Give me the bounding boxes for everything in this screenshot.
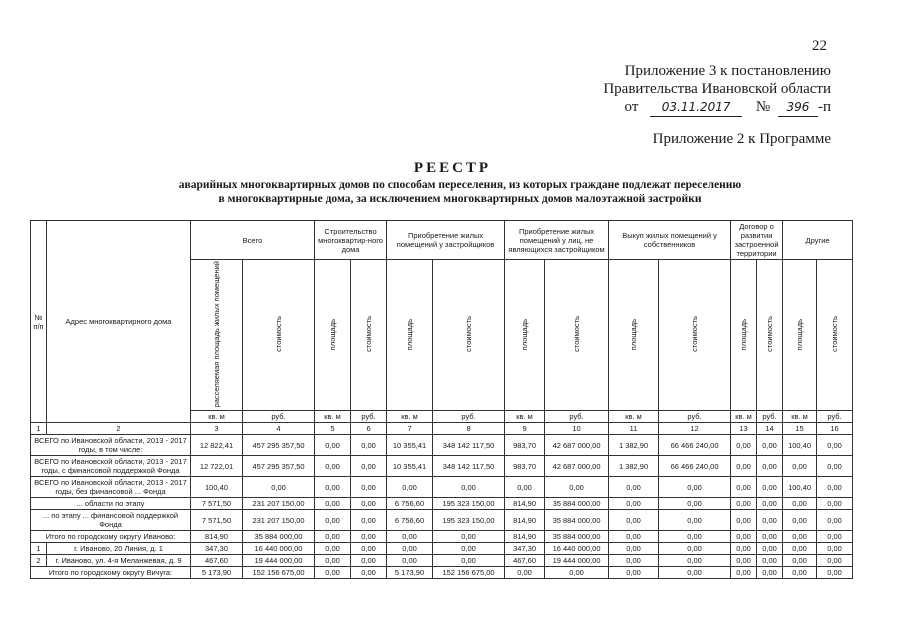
cell-value: 0,00 [433, 531, 505, 543]
cell-value: 16 440 000,00 [243, 543, 315, 555]
cell-value: 5 173,90 [191, 567, 243, 579]
column-number: 11 [609, 423, 659, 435]
from-label: от [624, 99, 639, 115]
sub-cost: стоимость [273, 316, 283, 353]
cell-value: 0,00 [351, 498, 387, 510]
appendix3-date-line [625, 98, 831, 117]
column-number: 7 [387, 423, 433, 435]
header-row-groups [31, 221, 853, 260]
cell-value: 0,00 [757, 435, 783, 456]
column-number: 14 [757, 423, 783, 435]
cell-value: 0,00 [545, 567, 609, 579]
column-number: 2 [47, 423, 191, 435]
decree-number: 396 [778, 98, 818, 117]
row-label: ... по этапу ... финансовой поддержкой Фонда [31, 510, 191, 531]
cell-value: 0,00 [315, 456, 351, 477]
row-label: ВСЕГО по Ивановской области, 2013 - 2017 годы, в том числе: [31, 435, 191, 456]
house-row [31, 555, 853, 567]
cell-value: 347,30 [505, 543, 545, 555]
cell-value: 0,00 [505, 567, 545, 579]
cell-value: 66 466 240,00 [659, 456, 731, 477]
column-number: 9 [505, 423, 545, 435]
unit-m: кв. м [191, 411, 243, 423]
column-number: 10 [545, 423, 609, 435]
cell-value: 10 355,41 [387, 456, 433, 477]
cell-value: 16 440 000,00 [545, 543, 609, 555]
appendix2-label: Приложение 2 к Программе [652, 131, 831, 147]
cell-value: 0,00 [609, 498, 659, 510]
row-label: ВСЕГО по Ивановской области, 2013 - 2017 годы, без финансовой ... Фонда [31, 477, 191, 498]
cell-value: 231 207 150,00 [243, 498, 315, 510]
cell-value: 0,00 [659, 543, 731, 555]
cell-value: 0,00 [783, 531, 817, 543]
col-purchase-nondev-header: Приобретение жилых помещений у лиц, не являющихся застройщиком [505, 221, 609, 260]
cell-value: 0,00 [817, 531, 853, 543]
cell-value: 5 173,90 [387, 567, 433, 579]
sub-cost: стоимость [571, 316, 581, 353]
cell-value: 1 382,90 [609, 435, 659, 456]
appendix3-line2: Правительства Ивановской области [603, 81, 831, 97]
cell-value: 0,00 [783, 456, 817, 477]
cell-value: 100,40 [783, 477, 817, 498]
sub-cost: стоимость [829, 316, 839, 353]
cell-value: 0,00 [783, 555, 817, 567]
unit-rub: руб. [659, 411, 731, 423]
cell-value: 467,60 [191, 555, 243, 567]
cell-value: 0,00 [659, 555, 731, 567]
summary-row [31, 477, 853, 498]
sub-area: площадь [404, 318, 414, 350]
cell-value: 0,00 [545, 477, 609, 498]
cell-value: 0,00 [757, 510, 783, 531]
cell-value: 0,00 [609, 531, 659, 543]
cell-value: 814,90 [505, 498, 545, 510]
cell-value: 0,00 [609, 555, 659, 567]
cell-value: 0,00 [315, 567, 351, 579]
sub-cost: стоимость [689, 316, 699, 353]
unit-m: кв. м [783, 411, 817, 423]
cell-value: 0,00 [757, 498, 783, 510]
col-other-header: Другие [783, 221, 853, 260]
cell-value: 0,00 [817, 477, 853, 498]
subtitle-line1: аварийных многоквартирных домов по способам переселения, из которых граждане подлежат переселению [178, 179, 742, 191]
summary-row [31, 510, 853, 531]
column-number: 8 [433, 423, 505, 435]
cell-value: 0,00 [757, 543, 783, 555]
cell-value: 0,00 [817, 543, 853, 555]
col-construction-header: Строительство многоквартир-ного дома [315, 221, 387, 260]
row-number: 2 [31, 555, 47, 567]
cell-value: 100,40 [191, 477, 243, 498]
cell-value: 0,00 [783, 510, 817, 531]
cell-value: 457 295 357,50 [243, 456, 315, 477]
column-number-row [31, 423, 853, 435]
cell-value: 0,00 [351, 567, 387, 579]
cell-value: 0,00 [609, 510, 659, 531]
cell-value: 152 156 675,00 [243, 567, 315, 579]
row-label: ... области по этапу [31, 498, 191, 510]
cell-value: 0,00 [757, 456, 783, 477]
cell-value: 0,00 [731, 477, 757, 498]
sub-cost: стоимость [463, 316, 473, 353]
cell-value: 457 295 357,50 [243, 435, 315, 456]
row-number: 1 [31, 543, 47, 555]
cell-value: 0,00 [659, 498, 731, 510]
sub-area-total: расселяемая площадь жилых помещений [211, 261, 221, 408]
house-row [31, 543, 853, 555]
cell-value: 12 822,41 [191, 435, 243, 456]
cell-value: 35 884 000,00 [545, 531, 609, 543]
unit-m: кв. м [731, 411, 757, 423]
cell-value: 0,00 [659, 510, 731, 531]
cell-value: 0,00 [609, 567, 659, 579]
cell-value: 0,00 [757, 567, 783, 579]
cell-value: 0,00 [817, 555, 853, 567]
unit-rub: руб. [545, 411, 609, 423]
cell-value: 0,00 [387, 531, 433, 543]
cell-value: 0,00 [757, 555, 783, 567]
cell-value: 348 142 117,50 [433, 456, 505, 477]
cell-value: 0,00 [659, 477, 731, 498]
summary-row [31, 435, 853, 456]
column-number: 16 [817, 423, 853, 435]
sub-area: площадь [794, 318, 804, 350]
cell-value: 0,00 [505, 477, 545, 498]
column-number: 13 [731, 423, 757, 435]
cell-value: 0,00 [387, 477, 433, 498]
row-label: ВСЕГО по Ивановской области, 2013 - 2017 годы, с финансовой поддержкой Фонда [31, 456, 191, 477]
register-title: РЕЕСТР [413, 160, 492, 176]
cell-value: 152 156 675,00 [433, 567, 505, 579]
cell-value: 7 571,50 [191, 510, 243, 531]
row-label: Итого по городскому округу Вичуга: [31, 567, 191, 579]
cell-value: 0,00 [387, 555, 433, 567]
unit-m: кв. м [387, 411, 433, 423]
cell-value: 0,00 [433, 555, 505, 567]
summary-row [31, 531, 853, 543]
cell-value: 0,00 [731, 543, 757, 555]
cell-value: 0,00 [351, 543, 387, 555]
total-row [31, 567, 853, 579]
cell-value: 0,00 [757, 531, 783, 543]
cell-value: 0,00 [609, 543, 659, 555]
cell-value: 7 571,50 [191, 498, 243, 510]
cell-value: 0,00 [731, 510, 757, 531]
unit-m: кв. м [505, 411, 545, 423]
cell-value: 0,00 [315, 543, 351, 555]
cell-value: 100,40 [783, 435, 817, 456]
sub-area: площадь [628, 318, 638, 350]
cell-value: 195 323 150,00 [433, 498, 505, 510]
cell-value: 347,30 [191, 543, 243, 555]
col-buyout-header: Выкуп жилых помещений у собственников [609, 221, 731, 260]
sub-area: площадь [519, 318, 529, 350]
cell-value: 0,00 [783, 498, 817, 510]
cell-value: 19 444 000,00 [545, 555, 609, 567]
col-no-header: № п/п [31, 221, 47, 423]
cell-value: 0,00 [315, 510, 351, 531]
cell-value: 42 687 000,00 [545, 456, 609, 477]
column-number: 4 [243, 423, 315, 435]
house-address: г. Иваново, ул. 4-я Меланжевая, д. 9 [47, 555, 191, 567]
cell-value: 0,00 [387, 543, 433, 555]
cell-value: 35 884 000,00 [545, 498, 609, 510]
sub-cost: стоимость [363, 316, 373, 353]
cell-value: 0,00 [351, 435, 387, 456]
unit-rub: руб. [817, 411, 853, 423]
cell-value: 0,00 [243, 477, 315, 498]
cell-value: 0,00 [731, 531, 757, 543]
cell-value: 0,00 [731, 435, 757, 456]
cell-value: 66 466 240,00 [659, 435, 731, 456]
cell-value: 0,00 [817, 567, 853, 579]
unit-rub: руб. [243, 411, 315, 423]
cell-value: 0,00 [757, 477, 783, 498]
cell-value: 12 722,01 [191, 456, 243, 477]
register-subtitle [90, 178, 830, 206]
unit-rub: руб. [351, 411, 387, 423]
cell-value: 0,00 [783, 567, 817, 579]
house-address: г. Иваново, 20 Линия, д. 1 [47, 543, 191, 555]
cell-value: 0,00 [817, 510, 853, 531]
cell-value: 467,60 [505, 555, 545, 567]
cell-value: 0,00 [351, 510, 387, 531]
cell-value: 10 355,41 [387, 435, 433, 456]
col-purchase-dev-header: Приобретение жилых помещений у застройщиков [387, 221, 505, 260]
cell-value: 0,00 [783, 543, 817, 555]
cell-value: 42 687 000,00 [545, 435, 609, 456]
cell-value: 0,00 [315, 477, 351, 498]
cell-value: 0,00 [817, 456, 853, 477]
cell-value: 0,00 [659, 567, 731, 579]
cell-value: 0,00 [315, 498, 351, 510]
cell-value: 0,00 [609, 477, 659, 498]
cell-value: 35 884 000,00 [545, 510, 609, 531]
cell-value: 0,00 [351, 531, 387, 543]
cell-value: 231 207 150,00 [243, 510, 315, 531]
cell-value: 1 382,90 [609, 456, 659, 477]
appendix3-line1: Приложение 3 к постановлению [624, 63, 831, 79]
cell-value: 0,00 [351, 555, 387, 567]
unit-m: кв. м [609, 411, 659, 423]
cell-value: 814,90 [505, 510, 545, 531]
unit-m: кв. м [315, 411, 351, 423]
unit-rub: руб. [433, 411, 505, 423]
cell-value: 0,00 [351, 456, 387, 477]
cell-value: 983,70 [505, 435, 545, 456]
cell-value: 0,00 [315, 435, 351, 456]
col-total-header: Всего [191, 221, 315, 260]
cell-value: 35 884 000,00 [243, 531, 315, 543]
cell-value: 6 756,60 [387, 498, 433, 510]
column-number: 5 [315, 423, 351, 435]
cell-value: 0,00 [731, 498, 757, 510]
number-label: № [755, 99, 771, 115]
cell-value: 0,00 [817, 435, 853, 456]
cell-value: 0,00 [731, 567, 757, 579]
cell-value: 195 323 150,00 [433, 510, 505, 531]
unit-rub: руб. [757, 411, 783, 423]
cell-value: 0,00 [731, 456, 757, 477]
column-number: 6 [351, 423, 387, 435]
summary-row [31, 456, 853, 477]
column-number: 12 [659, 423, 731, 435]
cell-value: 348 142 117,50 [433, 435, 505, 456]
subtitle-line2: в многоквартирные дома, за исключением многоквартирных домов малоэтажной застройки [218, 193, 702, 205]
cell-value: 0,00 [731, 555, 757, 567]
page-number: 22 [812, 38, 827, 54]
sub-area: площадь [738, 318, 748, 350]
decree-date: 03.11.2017 [650, 98, 742, 117]
cell-value: 0,00 [433, 477, 505, 498]
sub-area: площадь [327, 318, 337, 350]
column-number: 3 [191, 423, 243, 435]
cell-value: 814,90 [505, 531, 545, 543]
row-label: Итого по городскому округу Иваново: [31, 531, 191, 543]
sub-cost: стоимость [764, 316, 774, 353]
cell-value: 19 444 000,00 [243, 555, 315, 567]
column-number: 15 [783, 423, 817, 435]
col-contract-header: Договор о развитии застроенной территории [731, 221, 783, 260]
cell-value: 0,00 [433, 543, 505, 555]
summary-row [31, 498, 853, 510]
cell-value: 983,70 [505, 456, 545, 477]
decree-suffix: -п [817, 99, 831, 115]
register-table [30, 220, 853, 579]
cell-value: 6 756,60 [387, 510, 433, 531]
cell-value: 814,90 [191, 531, 243, 543]
cell-value: 0,00 [817, 498, 853, 510]
col-address-header: Адрес многоквартирного дома [47, 221, 191, 423]
column-number: 1 [31, 423, 47, 435]
cell-value: 0,00 [659, 531, 731, 543]
cell-value: 0,00 [315, 555, 351, 567]
cell-value: 0,00 [351, 477, 387, 498]
cell-value: 0,00 [315, 531, 351, 543]
